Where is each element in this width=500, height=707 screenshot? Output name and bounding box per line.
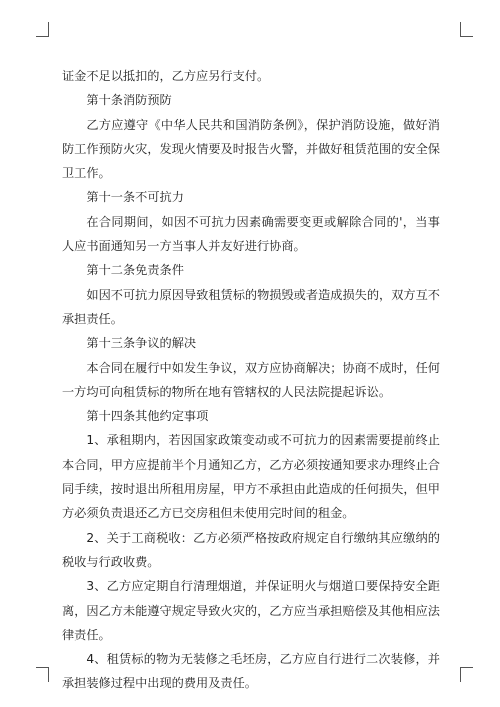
paragraph-fire-prevention: 乙方应遵守《中华人民共和国消防条例》，保护消防设施，做好消防工作预防火灾，发现火情要及时报告火警，并做好租赁范围的安全保卫工作。 (62, 117, 440, 181)
paragraph-dispute-resolution: 本合同在履行中如发生争议，双方应协商解决；协商不成时，任何一方均可向租赁标的物所在地有管辖权的人民法院提起诉讼。 (62, 360, 440, 399)
paragraph-continuation: 证金不足以抵扣的，乙方应另行支付。 (62, 69, 270, 83)
crop-mark-top-right (460, 22, 473, 37)
paragraph-item-2: 2、关于工商税收：乙方必须严格按政府规定自行缴纳其应缴纳的税收与行政收费。 (62, 530, 440, 569)
paragraph-item-1: 1、承租期内，若因国家政策变动或不可抗力的因素需要提前终止本合同，甲方应提前半个月通知乙方，乙方必须按通知要求办理终止合同手续，按时退出所租用房屋，甲方不承担由此造成的任何损失，但甲方必须负责退还乙方已交房租但未使用完时间的租金。 (62, 433, 440, 521)
paragraph-item-4: 4、租赁标的物为无装修之毛坯房，乙方应自行进行二次装修，并承担装修过程中出现的费用及责任。 (62, 652, 440, 691)
document-body (62, 64, 440, 696)
paragraph-exemption: 如因不可抗力原因导致租赁标的物损毁或者造成损失的，双方互不承担责任。 (62, 287, 440, 326)
heading-article-11: 第十一条不可抗力 (86, 190, 184, 205)
heading-article-14: 第十四条其他约定事项 (86, 409, 209, 424)
heading-article-13: 第十三条争议的解决 (86, 336, 197, 351)
paragraph-force-majeure: 在合同期间，如因不可抗力因素确需要变更或解除合同的'，当事人应书面通知另一方当事人并友好进行协商。 (62, 214, 440, 254)
crop-mark-bottom-left (36, 667, 49, 682)
heading-article-10: 第十条消防预防 (86, 93, 172, 108)
heading-article-12: 第十二条免责条件 (86, 263, 184, 278)
crop-mark-top-left (36, 22, 49, 37)
crop-mark-bottom-right (460, 667, 473, 682)
paragraph-item-3: 3、乙方应定期自行清理烟道，并保证明火与烟道口要保持安全距离，因乙方未能遵守规定导致火灾的，乙方应当承担赔偿及其他相应法律责任。 (62, 579, 440, 642)
